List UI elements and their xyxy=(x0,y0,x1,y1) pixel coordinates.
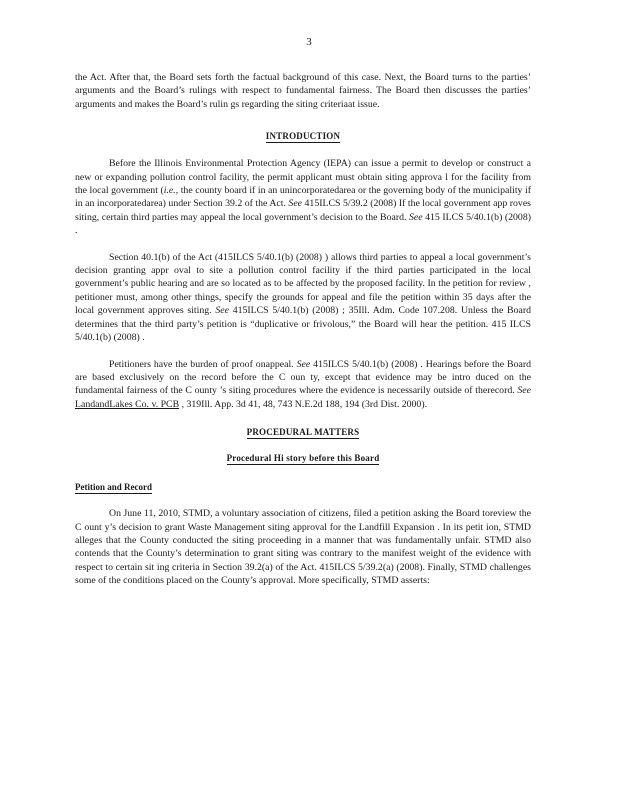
intro-continuation-paragraph xyxy=(75,71,531,111)
paragraph-petition xyxy=(75,507,531,587)
italic-see: See xyxy=(215,305,229,317)
case-citation: LandandLakes Co. v. PCB xyxy=(75,398,180,410)
heading-introduction: INTRODUCTION xyxy=(265,131,341,142)
text-run: the Act. After that, the Board sets forth the factual background of this case. Next, the Board turns to the parties’ arguments and the Board’s rulings with respect to fundamental fairness. The Board then discusses the parties’ arguments and makes the Board’s rulin gs regarding the siting criteriaat issue. xyxy=(75,72,531,110)
text-run: 415 ILCS 5/40.1(b) (2008) . xyxy=(75,211,531,237)
text-run: 415ILCS 5/40.1(b) (2008) . Hearings before the Board are based exclusively on the record before the C oun ty, except that evidence may be intro duced on the fundamental fairness of the C ounty ’s siting procedures where the evidence is necessarily outside of therecord. xyxy=(75,358,531,397)
heading-procedural-matters: PROCEDURAL MATTERS xyxy=(246,427,360,438)
text-run: 415ILCS 5/39.2 (2008) If the local government app roves siting, certain third parties may appeal the local government’s decision to the Board. xyxy=(75,198,531,223)
paragraph-burden-of-proof xyxy=(75,358,531,412)
paragraph-section-40-1b xyxy=(75,251,531,345)
italic-see: See xyxy=(517,385,531,397)
heading-petition-and-record: Petition and Record xyxy=(75,482,152,493)
italic-ie: i.e. xyxy=(163,185,176,197)
text-run: 415ILCS 5/40.1(b) (2008) ; 35Ill. Adm. Code 107.208. Unless the Board determines that the third party’s petition is “duplicative or frivolous,” the Board will hear the petition. 415 ILCS 5/40.1(b) (2008) . xyxy=(75,305,531,344)
text-run: , 319Ill. App. 3d 41, 48, 743 N.E.2d 188, 194 (3rd Dist. 2000). xyxy=(179,398,428,410)
text-run: Before the Illinois Environmental Protection Agency (IEPA) can issue a permit to develop or construct a new or expanding pollution control facility, the permit applicant must obtain siting approva l for the facility from the local government ( xyxy=(75,158,531,197)
document-body xyxy=(75,71,531,588)
italic-see: See xyxy=(408,211,423,223)
italic-see: See xyxy=(296,358,311,370)
text-run: Petitioners have the burden of proof onappeal. xyxy=(109,358,297,370)
heading-procedural-history: Procedural Hi story before this Board xyxy=(226,453,380,464)
text-run: Section 40.1(b) of the Act (415ILCS 5/40.1(b) (2008) ) allows third parties to appeal a local government’s decision granting appr oval to site a pollution control facility if the third parties participated in the local government’s public hearing and are so located as to be affected by the proposed facility. In the petition for review , petitioner must, among other things, specify the grounds for appeal and file the petition within 35 days after the local government approves siting. xyxy=(75,251,531,317)
text-run: , the county board if in an unincorporatedarea or the governing body of the municipality if in an incorporatedarea) under Section 39.2 of the Act. xyxy=(75,185,531,210)
text-run: On June 11, 2010, STMD, a voluntary association of citizens, filed a petition asking the Board toreview the C ount y’s decision to grant Waste Management siting approval for the Landfill Expansion . In its petit ion, STMD alleges that the County conducted the siting proceeding in a manner that was fundamentally unfair. STMD also contends that the County’s determination to grant siting was contrary to the manifest weight of the evidence with respect to certain sit ing criteria in Section 39.2(a) of the Act. 415ILCS 5/39.2(a) (2008). Finally, STMD challenges some of the conditions placed on the County’s approval. More specifically, STMD asserts: xyxy=(75,508,531,587)
italic-see: See xyxy=(288,198,303,210)
paragraph-siting-approval xyxy=(75,157,531,237)
page-number: 3 xyxy=(306,36,312,48)
